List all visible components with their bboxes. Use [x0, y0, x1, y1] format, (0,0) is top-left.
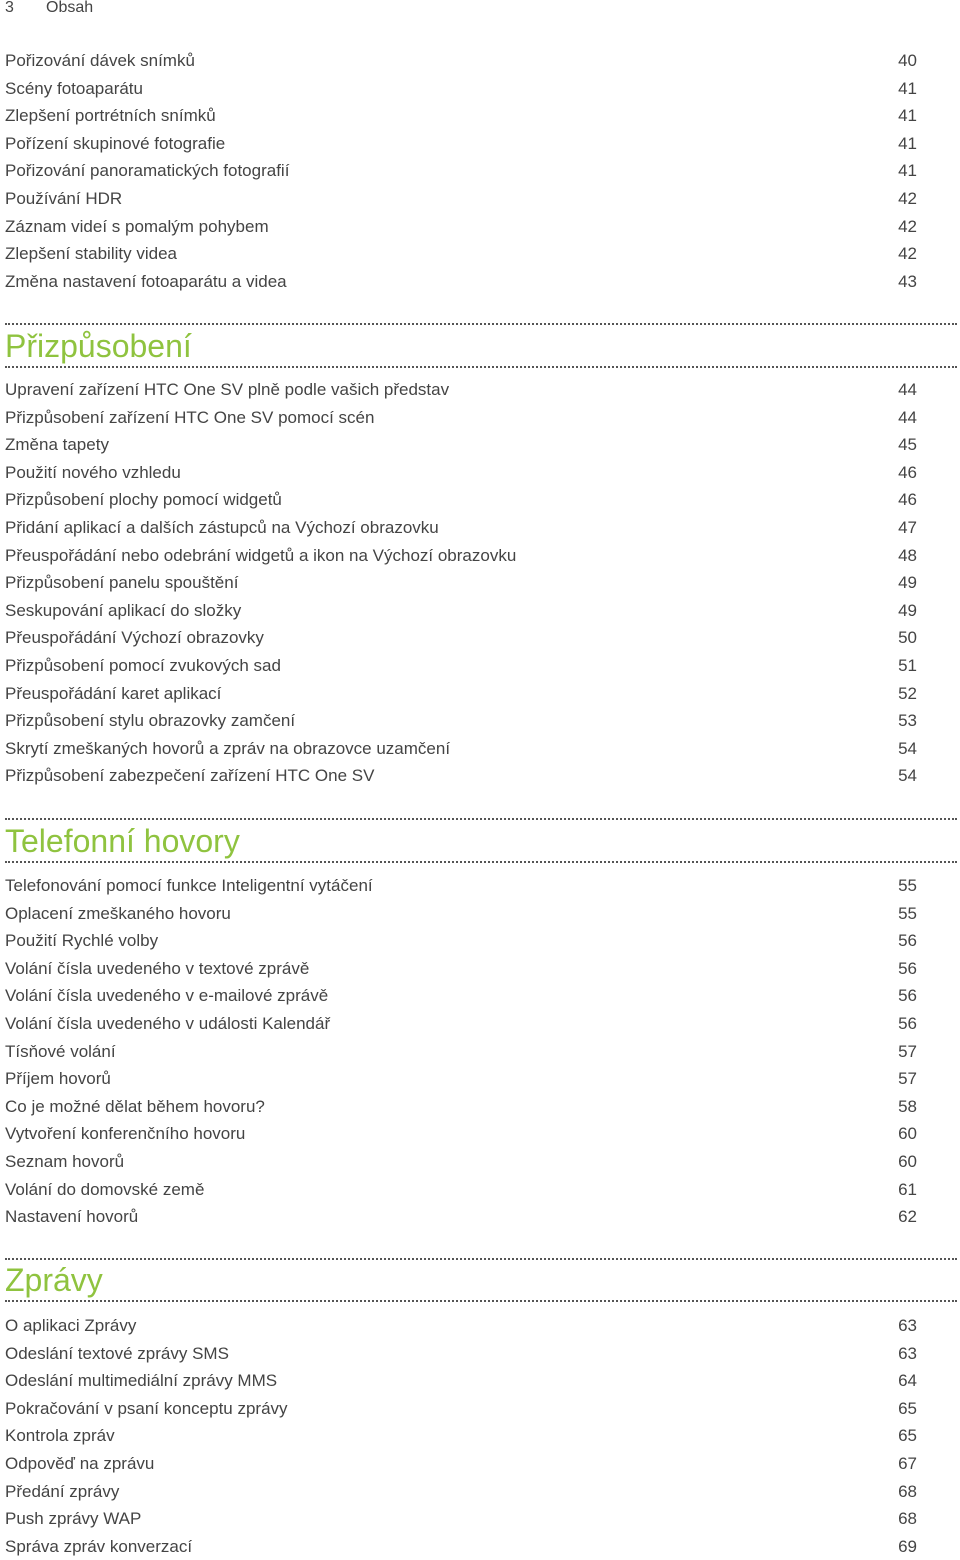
- toc-entry[interactable]: [5, 185, 917, 213]
- toc-entry[interactable]: [5, 213, 917, 241]
- section-divider-top: [5, 1258, 957, 1260]
- toc-entry[interactable]: [5, 1010, 917, 1038]
- toc-entry-title: Telefonování pomocí funkce Inteligentní vytáčení: [5, 876, 373, 895]
- toc-entry-page: 60: [898, 1151, 917, 1171]
- toc-entry-page: 44: [898, 407, 917, 427]
- toc-entry-title: Přizpůsobení zařízení HTC One SV pomocí scén: [5, 407, 375, 427]
- toc-entry[interactable]: [5, 1312, 917, 1340]
- header-title: Obsah: [46, 0, 94, 16]
- toc-entry[interactable]: [5, 1367, 917, 1395]
- toc-entry-title: Nastavení hovorů: [5, 1207, 139, 1227]
- toc-entry-page: 43: [898, 271, 917, 291]
- section-divider-top: [5, 323, 957, 325]
- toc-entry-page: 64: [898, 1371, 917, 1391]
- toc-entry-title: Volání čísla uvedeného v e-mailové zprávě: [5, 986, 329, 1006]
- toc-entry[interactable]: [5, 624, 917, 652]
- toc-entry-page: 63: [898, 1316, 917, 1335]
- toc-entry-page: 47: [898, 517, 917, 537]
- toc-entry-page: 42: [898, 244, 917, 264]
- toc-entry-page: 55: [898, 876, 917, 895]
- toc-entry-title: Přizpůsobení panelu spouštění: [5, 573, 239, 593]
- toc-entry[interactable]: [5, 75, 917, 103]
- toc-entry[interactable]: [5, 1422, 917, 1450]
- toc-entry-page: 51: [898, 655, 917, 675]
- toc-entry[interactable]: [5, 459, 917, 487]
- toc-entry-title: Pořizování panoramatických fotografií: [5, 161, 290, 181]
- toc-entry-title: Přeuspořádání Výchozí obrazovky: [5, 628, 264, 648]
- toc-entry-title: Odeslání textové zprávy SMS: [5, 1343, 229, 1363]
- toc-entry[interactable]: [5, 982, 917, 1010]
- toc-entry-title: Používání HDR: [5, 188, 123, 208]
- toc-entry-page: 55: [898, 903, 917, 923]
- toc-entry-title: Předání zprávy: [5, 1481, 120, 1501]
- section-divider-bottom: [5, 366, 957, 368]
- toc-entry-page: 69: [898, 1536, 917, 1556]
- page-header: [5, 0, 93, 20]
- toc-entry-title: Tísňové volání: [5, 1041, 116, 1061]
- toc-entry-title: Přeuspořádání nebo odebrání widgetů a ikon na Výchozí obrazovku: [5, 545, 517, 565]
- toc-entry-title: Oplacení zmeškaného hovoru: [5, 903, 231, 923]
- toc-entry[interactable]: [5, 1203, 917, 1231]
- toc-entry[interactable]: [5, 900, 917, 928]
- toc-list-zpravy: [5, 1312, 917, 1560]
- toc-entry-page: 56: [898, 986, 917, 1006]
- toc-entry-title: Zlepšení portrétních snímků: [5, 106, 216, 126]
- toc-entry-title: Použití Rychlé volby: [5, 931, 159, 951]
- toc-entry-title: Volání do domovské země: [5, 1179, 205, 1199]
- toc-entry-page: 42: [898, 188, 917, 208]
- section-title-prizpusobeni[interactable]: Přizpůsobení: [5, 328, 192, 364]
- toc-entry-page: 50: [898, 628, 917, 648]
- toc-entry[interactable]: [5, 157, 917, 185]
- toc-entry[interactable]: [5, 1065, 917, 1093]
- toc-entry[interactable]: [5, 1533, 917, 1560]
- toc-entry-page: 62: [898, 1207, 917, 1227]
- toc-entry[interactable]: [5, 1478, 917, 1506]
- toc-entry[interactable]: [5, 1450, 917, 1478]
- toc-entry-page: 49: [898, 600, 917, 620]
- section-divider-top: [5, 818, 957, 820]
- toc-entry[interactable]: [5, 1038, 917, 1066]
- toc-entry[interactable]: [5, 597, 917, 625]
- toc-entry-page: 52: [898, 683, 917, 703]
- toc-entry[interactable]: [5, 680, 917, 708]
- toc-entry-page: 41: [898, 161, 917, 181]
- toc-entry-title: Příjem hovorů: [5, 1069, 111, 1089]
- toc-entry-title: Seznam hovorů: [5, 1151, 125, 1171]
- toc-entry-page: 56: [898, 931, 917, 951]
- toc-entry-page: 67: [898, 1453, 917, 1473]
- toc-entry-title: O aplikaci Zprávy: [5, 1316, 137, 1335]
- toc-list-telefonni-hovory: [5, 872, 917, 1231]
- toc-entry[interactable]: [5, 47, 917, 75]
- section-divider-bottom: [5, 1300, 957, 1302]
- toc-entry-title: Přizpůsobení stylu obrazovky zamčení: [5, 711, 296, 731]
- toc-entry-page: 40: [898, 51, 917, 70]
- toc-entry-title: Upravení zařízení HTC One SV plně podle vašich představ: [5, 380, 450, 399]
- toc-entry-page: 56: [898, 1013, 917, 1033]
- toc-entry-title: Záznam videí s pomalým pohybem: [5, 216, 269, 236]
- toc-entry-page: 41: [898, 133, 917, 153]
- toc-entry-page: 46: [898, 462, 917, 482]
- section-title-telefonni-hovory[interactable]: Telefonní hovory: [5, 823, 240, 859]
- toc-entry-page: 68: [898, 1481, 917, 1501]
- toc-entry[interactable]: [5, 514, 917, 542]
- toc-entry-title: Vytvoření konferenčního hovoru: [5, 1124, 246, 1144]
- toc-entry-page: 57: [898, 1069, 917, 1089]
- toc-entry[interactable]: [5, 1120, 917, 1148]
- toc-entry-title: Přidání aplikací a dalších zástupců na Výchozí obrazovku: [5, 517, 439, 537]
- page-number: 3: [5, 0, 14, 16]
- toc-entry-page: 44: [898, 380, 917, 399]
- toc-entry[interactable]: [5, 955, 917, 983]
- toc-entry-title: Pořízení skupinové fotografie: [5, 133, 226, 153]
- toc-entry[interactable]: [5, 542, 917, 570]
- toc-entry-title: Seskupování aplikací do složky: [5, 600, 242, 620]
- toc-entry-title: Správa zpráv konverzací: [5, 1536, 193, 1556]
- toc-entry-title: Volání čísla uvedeného v textové zprávě: [5, 958, 310, 978]
- toc-entry-page: 58: [898, 1096, 917, 1116]
- toc-entry[interactable]: [5, 404, 917, 432]
- toc-entry-page: 54: [898, 766, 917, 786]
- toc-entry[interactable]: [5, 735, 917, 763]
- toc-entry-page: 68: [898, 1509, 917, 1529]
- toc-entry-title: Použití nového vzhledu: [5, 462, 181, 482]
- toc-entry-page: 54: [898, 738, 917, 758]
- toc-entry-page: 49: [898, 573, 917, 593]
- toc-entry[interactable]: [5, 240, 917, 268]
- toc-entry[interactable]: [5, 707, 917, 735]
- toc-entry-title: Přizpůsobení plochy pomocí widgetů: [5, 490, 282, 510]
- toc-entry-title: Co je možné dělat během hovoru?: [5, 1096, 265, 1116]
- toc-entry[interactable]: [5, 1093, 917, 1121]
- toc-entry-page: 48: [898, 545, 917, 565]
- toc-entry-title: Přizpůsobení pomocí zvukových sad: [5, 655, 281, 675]
- toc-entry-title: Zlepšení stability videa: [5, 244, 177, 264]
- toc-entry-page: 63: [898, 1343, 917, 1363]
- toc-entry-title: Odpověď na zprávu: [5, 1453, 155, 1473]
- toc-entry-page: 41: [898, 106, 917, 126]
- toc-entry-page: 53: [898, 711, 917, 731]
- toc-entry-title: Přizpůsobení zabezpečení zařízení HTC One SV: [5, 766, 375, 786]
- toc-entry-title: Volání čísla uvedeného v události Kalendář: [5, 1013, 331, 1033]
- toc-list-continued: [5, 47, 917, 295]
- toc-entry-page: 65: [898, 1426, 917, 1446]
- toc-entry[interactable]: [5, 1395, 917, 1423]
- toc-entry[interactable]: [5, 102, 917, 130]
- toc-entry-title: Pořizování dávek snímků: [5, 51, 195, 70]
- toc-entry-title: Přeuspořádání karet aplikací: [5, 683, 222, 703]
- toc-entry-title: Push zprávy WAP: [5, 1509, 142, 1529]
- toc-entry-page: 57: [898, 1041, 917, 1061]
- toc-list-prizpusobeni: [5, 376, 917, 790]
- toc-entry-page: 41: [898, 78, 917, 98]
- toc-entry-title: Změna tapety: [5, 435, 109, 455]
- toc-entry[interactable]: [5, 762, 917, 790]
- toc-entry-page: 42: [898, 216, 917, 236]
- toc-entry-title: Změna nastavení fotoaparátu a videa: [5, 271, 287, 291]
- toc-entry[interactable]: [5, 130, 917, 158]
- toc-entry[interactable]: [5, 376, 917, 404]
- toc-entry-page: 56: [898, 958, 917, 978]
- toc-entry[interactable]: [5, 1505, 917, 1533]
- toc-entry-title: Pokračování v psaní konceptu zprávy: [5, 1398, 288, 1418]
- toc-entry-page: 65: [898, 1398, 917, 1418]
- toc-entry[interactable]: [5, 268, 917, 296]
- toc-entry[interactable]: [5, 927, 917, 955]
- toc-entry-title: Odeslání multimediální zprávy MMS: [5, 1371, 278, 1391]
- toc-entry[interactable]: [5, 872, 917, 900]
- toc-entry[interactable]: [5, 1340, 917, 1368]
- toc-entry-title: Kontrola zpráv: [5, 1426, 115, 1446]
- toc-entry-page: 46: [898, 490, 917, 510]
- toc-entry-page: 61: [898, 1179, 917, 1199]
- toc-entry-page: 60: [898, 1124, 917, 1144]
- toc-entry[interactable]: [5, 431, 917, 459]
- toc-entry[interactable]: [5, 652, 917, 680]
- toc-entry-page: 45: [898, 435, 917, 455]
- toc-entry[interactable]: [5, 1148, 917, 1176]
- toc-entry[interactable]: [5, 486, 917, 514]
- toc-entry[interactable]: [5, 569, 917, 597]
- toc-entry[interactable]: [5, 1176, 917, 1204]
- section-title-zpravy[interactable]: Zprávy: [5, 1262, 103, 1298]
- section-divider-bottom: [5, 861, 957, 863]
- toc-entry-title: Scény fotoaparátu: [5, 78, 143, 98]
- toc-entry-title: Skrytí zmeškaných hovorů a zpráv na obrazovce uzamčení: [5, 738, 451, 758]
